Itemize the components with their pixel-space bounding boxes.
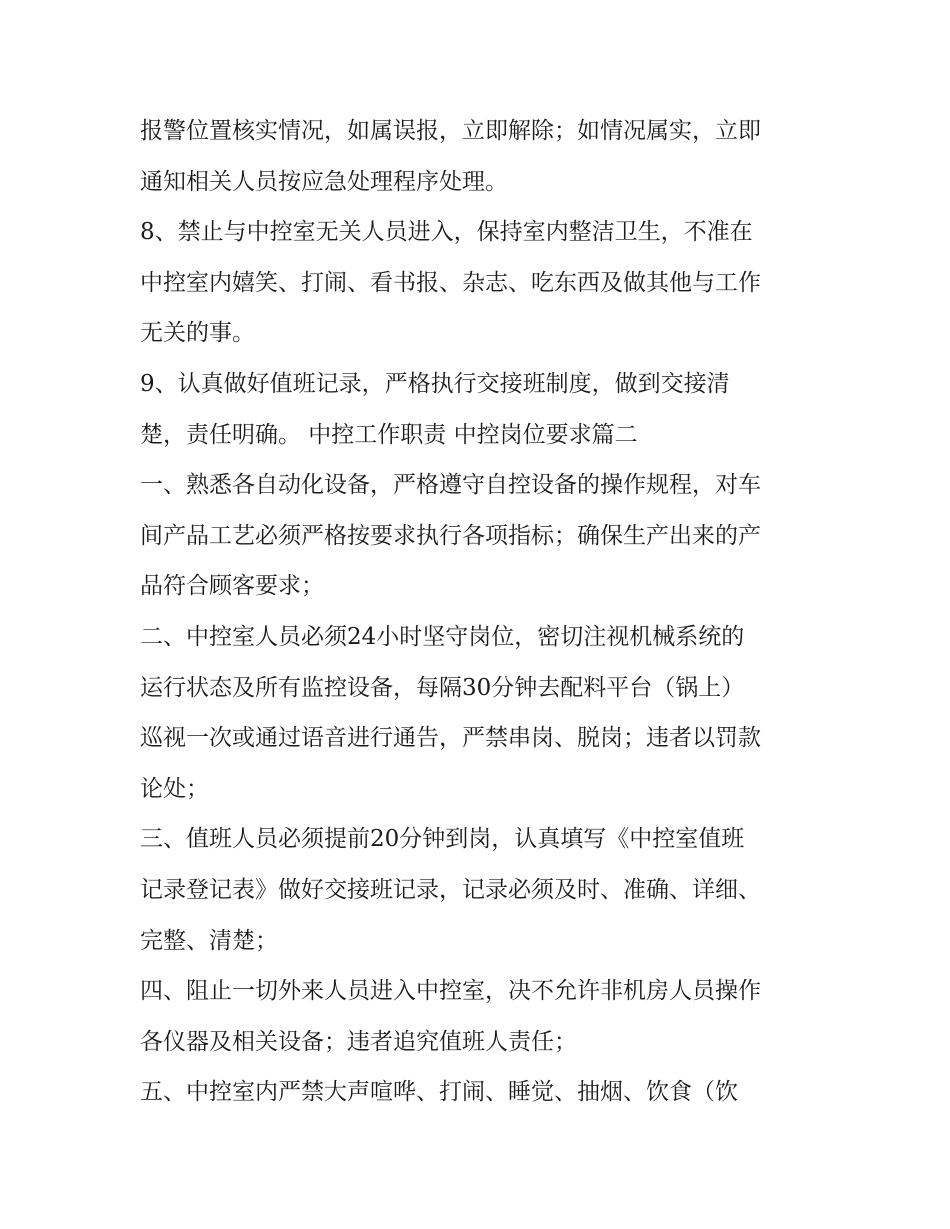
text-line: 报警位置核实情况，如属误报，立即解除；如情况属实，立即 bbox=[140, 118, 761, 144]
text-line: 楚，责任明确。 中控工作职责 中控岗位要求篇二 bbox=[140, 421, 638, 448]
text-line: 运行状态及所有监控设备，每隔30分钟去配料平台（锅上） bbox=[140, 674, 745, 701]
text-line: 9、认真做好值班记录，严格执行交接班制度，做到交接清 bbox=[140, 370, 730, 397]
text-line: 论处； bbox=[140, 775, 209, 802]
text-line: 无关的事。 bbox=[140, 320, 255, 347]
text-line: 8、禁止与中控室无关人员进入，保持室内整洁卫生，不准在 bbox=[140, 219, 753, 246]
text-line: 品符合顾客要求； bbox=[140, 573, 324, 600]
text-line: 各仪器及相关设备；违者追究值班人责任； bbox=[140, 1028, 577, 1055]
text-line: 巡视一次或通过语音进行通告，严禁串岗、脱岗；违者以罚款 bbox=[140, 725, 761, 752]
text-line: 三、值班人员必须提前20分钟到岗，认真填写《中控室值班 bbox=[140, 826, 745, 853]
text-line: 四、阻止一切外来人员进入中控室，决不允许非机房人员操作 bbox=[140, 978, 761, 1005]
text-line: 记录登记表》做好交接班记录，记录必须及时、准确、详细、 bbox=[140, 876, 761, 903]
document-body bbox=[140, 106, 830, 1118]
text-line: 通知相关人员按应急处理程序处理。 bbox=[140, 168, 508, 195]
text-line: 一、熟悉各自动化设备，严格遵守自控设备的操作规程，对车 bbox=[140, 472, 761, 499]
text-line: 二、中控室人员必须24小时坚守岗位，密切注视机械系统的 bbox=[140, 623, 745, 650]
text-line: 中控室内嬉笑、打闹、看书报、杂志、吃东西及做其他与工作 bbox=[140, 269, 761, 296]
text-line: 间产品工艺必须严格按要求执行各项指标；确保生产出来的产 bbox=[140, 522, 761, 549]
text-line: 完整、清楚； bbox=[140, 927, 278, 954]
text-line: 五、中控室内严禁大声喧哗、打闹、睡觉、抽烟、饮食（饮 bbox=[140, 1079, 738, 1106]
